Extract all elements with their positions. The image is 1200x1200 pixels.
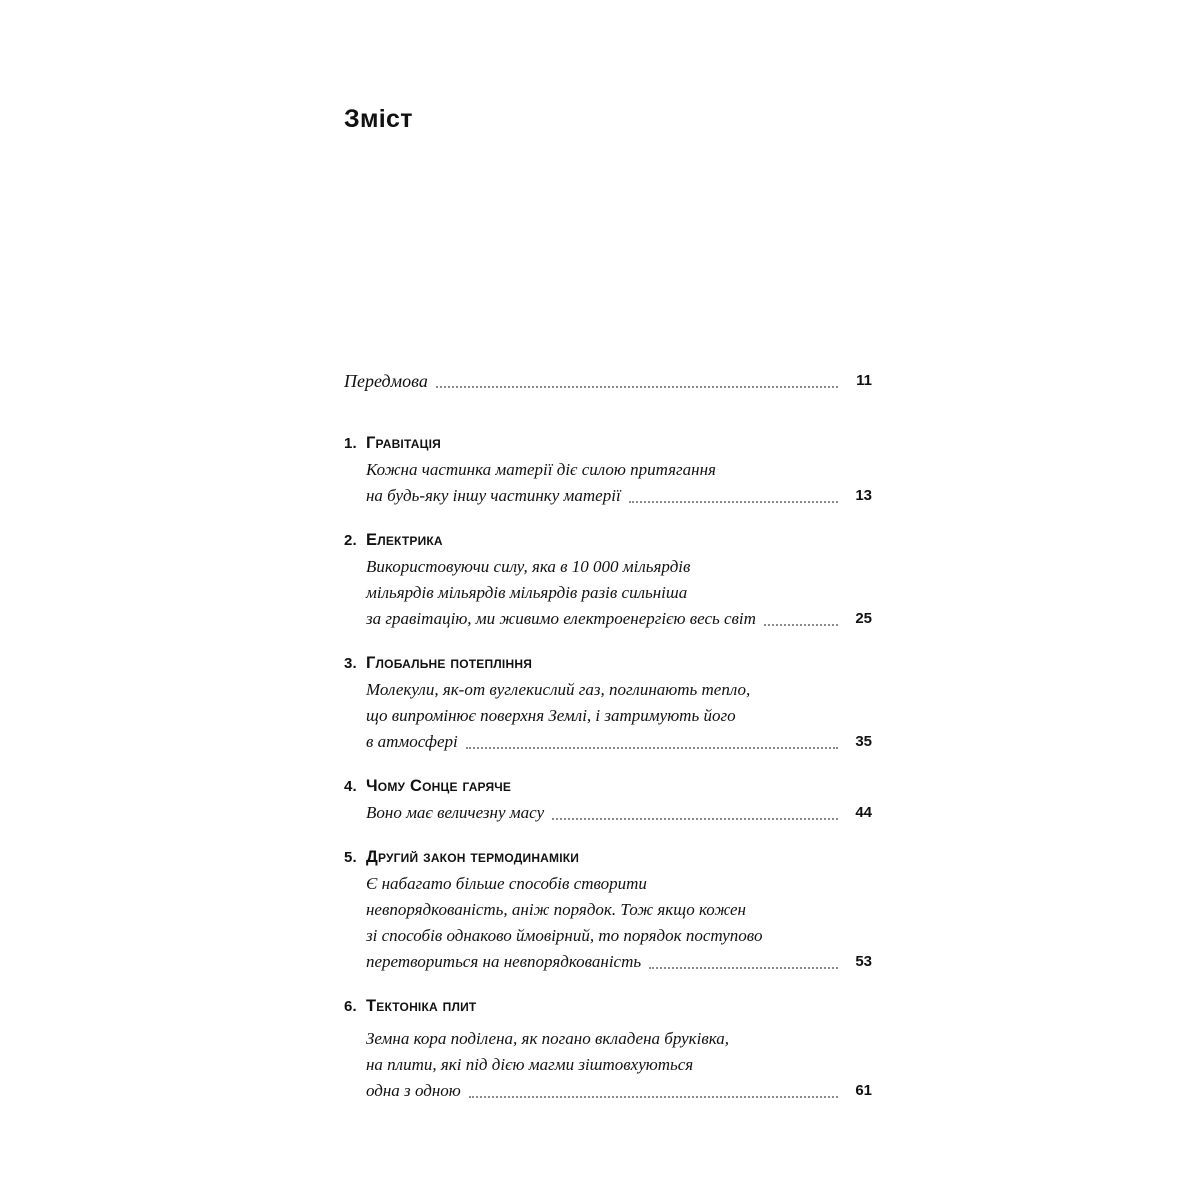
toc-entry-number: 4. bbox=[344, 778, 357, 795]
leader-dots bbox=[629, 501, 838, 503]
toc-entry-heading bbox=[344, 997, 872, 1016]
toc-entry-subline: в атмосфері bbox=[366, 732, 458, 751]
toc-entry-subline: Земна кора поділена, як погано вкладена бруківка, bbox=[366, 1029, 729, 1048]
toc-entry-line bbox=[344, 949, 872, 975]
toc-entry-1[interactable] bbox=[344, 434, 872, 509]
toc-entry-subline: Молекули, як-от вуглекислий газ, поглинають тепло, bbox=[366, 680, 751, 699]
toc-entry-3[interactable] bbox=[344, 654, 872, 755]
toc-entry-title: Гравітація bbox=[366, 434, 441, 452]
toc-entry-subline: за гравітацію, ми живимо електроенергією весь світ bbox=[366, 609, 756, 628]
toc-entry-title: Другий закон термодинаміки bbox=[366, 848, 580, 866]
toc-entry-subline: на будь-яку іншу частинку матерії bbox=[366, 486, 621, 505]
toc-entry-title: Тектоніка плит bbox=[366, 997, 477, 1015]
leader-dots bbox=[466, 747, 838, 749]
toc-entry-subline: зі способів однаково ймовірний, то порядок поступово bbox=[366, 926, 763, 945]
toc-entry-line bbox=[344, 606, 872, 632]
toc-entry-page-number: 44 bbox=[855, 804, 872, 821]
toc-entry-line bbox=[344, 368, 872, 394]
toc-entry-subline: Воно має величезну масу bbox=[366, 803, 545, 822]
toc-entry-subline: що випромінює поверхня Землі, і затримують його bbox=[366, 706, 736, 725]
toc-entry-2[interactable] bbox=[344, 531, 872, 632]
toc-entry-4[interactable] bbox=[344, 777, 872, 826]
toc-entry-number: 3. bbox=[344, 655, 357, 672]
toc-entry-line bbox=[344, 729, 872, 755]
toc-entry-number: 6. bbox=[344, 998, 357, 1015]
toc-entry-subline: мільярдів мільярдів мільярдів разів сильніша bbox=[366, 583, 688, 602]
toc-entry-subline: невпорядкованість, аніж порядок. Тож якщо кожен bbox=[366, 900, 746, 919]
toc-entry-heading bbox=[344, 434, 872, 453]
toc-list bbox=[344, 368, 872, 1126]
toc-entry-page-number: 53 bbox=[855, 953, 872, 970]
toc-entry-page-number: 13 bbox=[855, 487, 872, 504]
toc-entry-heading bbox=[344, 777, 872, 796]
preface-page-number: 11 bbox=[856, 372, 872, 389]
toc-entry-subline: одна з одною bbox=[366, 1081, 461, 1100]
toc-entry-title: Електрика bbox=[366, 531, 443, 549]
toc-entry-title: Чому Сонце гаряче bbox=[366, 777, 512, 795]
toc-entry-line bbox=[344, 483, 872, 509]
toc-entry-5[interactable] bbox=[344, 848, 872, 975]
toc-entry-number: 5. bbox=[344, 849, 357, 866]
toc-entry-page-number: 61 bbox=[855, 1082, 872, 1099]
toc-entry-6[interactable] bbox=[344, 997, 872, 1104]
toc-entry-subline: на плити, які під дією магми зіштовхуються bbox=[366, 1055, 694, 1074]
leader-dots bbox=[552, 818, 838, 820]
toc-entry-subline: Кожна частинка матерії діє силою притягання bbox=[366, 460, 716, 479]
toc-entry-heading bbox=[344, 848, 872, 867]
leader-dots bbox=[649, 967, 838, 969]
toc-entry-number: 1. bbox=[344, 435, 357, 452]
toc-entry-line bbox=[344, 1078, 872, 1104]
toc-entry-preface[interactable] bbox=[344, 368, 872, 394]
toc-entry-page-number: 35 bbox=[855, 733, 872, 750]
toc-entry-title: Глобальне потепління bbox=[366, 654, 533, 672]
toc-entry-line bbox=[344, 800, 872, 826]
toc-entry-heading bbox=[344, 654, 872, 673]
leader-dots bbox=[469, 1096, 838, 1098]
toc-entry-subline: Є набагато більше способів створити bbox=[366, 874, 647, 893]
toc-entry-page-number: 25 bbox=[855, 610, 872, 627]
preface-label: Передмова bbox=[344, 371, 428, 391]
leader-dots bbox=[436, 386, 838, 388]
toc-entry-subline: Використовуючи силу, яка в 10 000 мільярдів bbox=[366, 557, 691, 576]
toc-entry-subline: перетвориться на невпорядкованість bbox=[366, 952, 642, 971]
page-title: Зміст bbox=[344, 105, 413, 133]
toc-entry-heading bbox=[344, 531, 872, 550]
toc-entry-number: 2. bbox=[344, 532, 357, 549]
leader-dots bbox=[764, 624, 838, 626]
